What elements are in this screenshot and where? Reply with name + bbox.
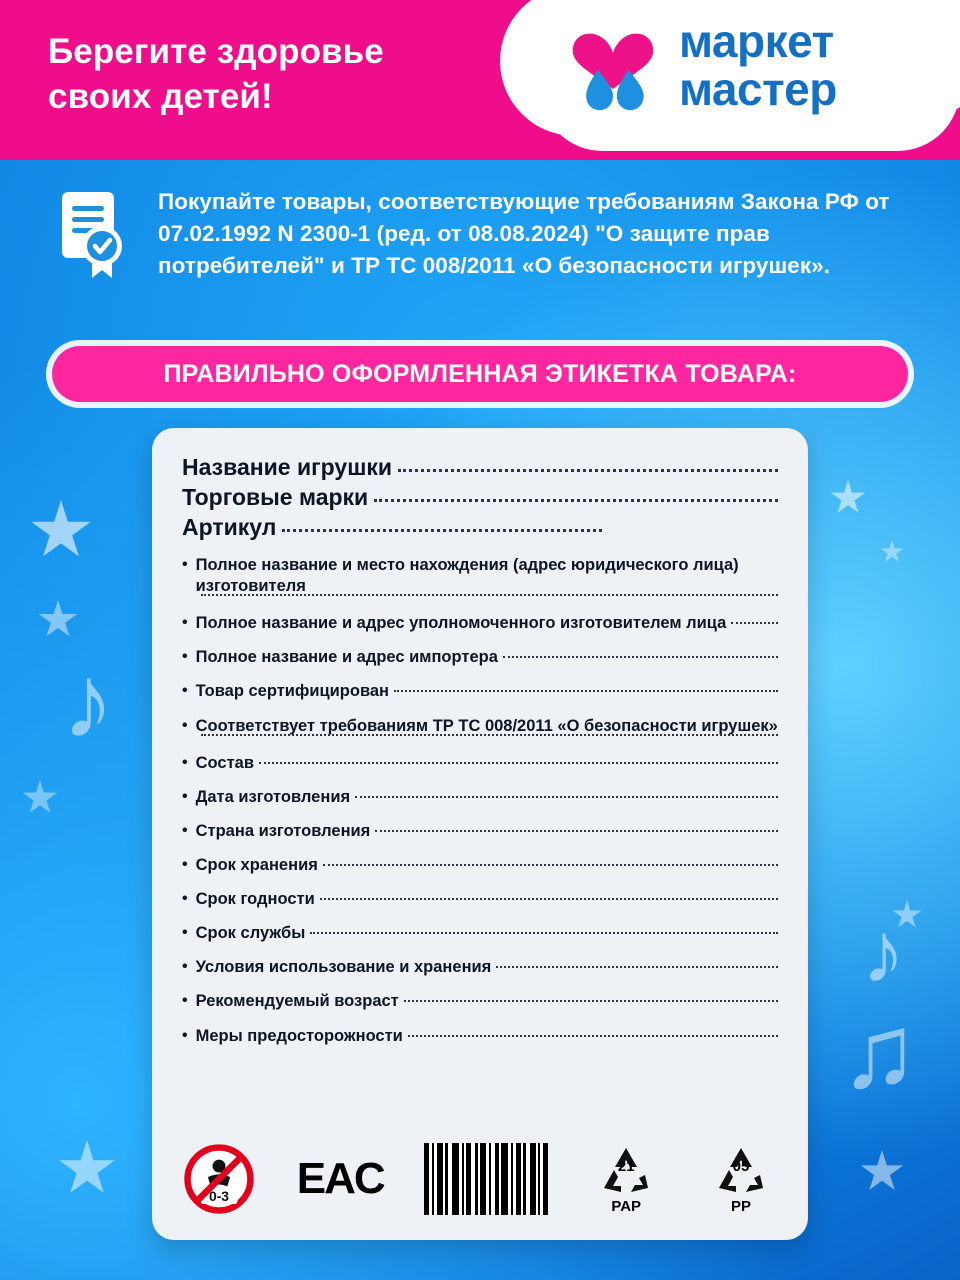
bullet-icon: • bbox=[182, 924, 188, 942]
brand-logo bbox=[565, 15, 837, 115]
certificate-document-icon bbox=[52, 186, 136, 287]
list-item-label: Соответствует требованиям ТР ТС 008/2011 «О безопасности игрушек» bbox=[195, 716, 778, 735]
dotted-leader bbox=[408, 1034, 778, 1037]
no-children-under-3-icon bbox=[182, 1142, 256, 1216]
dotted-leader bbox=[201, 733, 778, 736]
bullet-icon: • bbox=[182, 958, 188, 976]
list-item bbox=[182, 681, 778, 702]
dotted-leader bbox=[259, 761, 778, 764]
label-heading-text: Артикул bbox=[182, 514, 277, 540]
dotted-leader bbox=[355, 795, 778, 798]
decor-star bbox=[38, 600, 78, 640]
law-notice-text: Покупайте товары, соответствующие требованиям Закона РФ от 07.02.1992 N 2300-1 (ред. от 08.08.2024) "О защите прав потребителей" и ТР ТС 008/2011 «О безопасности игрушек». bbox=[158, 189, 890, 278]
decor-star bbox=[22, 780, 58, 816]
decor-star bbox=[830, 480, 866, 516]
dotted-leader bbox=[731, 621, 778, 624]
list-item bbox=[182, 923, 778, 944]
list-item-label: Страна изготовления bbox=[195, 821, 371, 840]
list-item bbox=[182, 613, 778, 634]
decor-star bbox=[860, 1150, 904, 1194]
decor-music-note: ♪ bbox=[62, 644, 114, 760]
dotted-leader bbox=[323, 863, 778, 866]
recycle-triangle-icon bbox=[710, 1144, 772, 1196]
page-title: Берегите здоровье своих детей! bbox=[48, 32, 384, 116]
barcode-icon bbox=[424, 1143, 548, 1215]
bullet-icon: • bbox=[182, 716, 188, 734]
list-item-label: Срок годности bbox=[195, 890, 315, 909]
dotted-leader bbox=[375, 829, 778, 832]
list-item bbox=[182, 1026, 778, 1047]
header-banner bbox=[0, 0, 520, 160]
dotted-leader bbox=[201, 593, 778, 596]
list-item-label: Срок службы bbox=[195, 924, 306, 943]
bullet-icon: • bbox=[182, 682, 188, 700]
law-notice bbox=[52, 186, 912, 287]
bullet-icon: • bbox=[182, 890, 188, 908]
list-item bbox=[182, 787, 778, 808]
list-item-label: Рекомендуемый возраст bbox=[195, 992, 399, 1011]
decor-music-note: ♪ bbox=[862, 905, 905, 1001]
dotted-leader bbox=[394, 689, 778, 692]
decor-music-note: ♫ bbox=[840, 994, 918, 1110]
dotted-leader bbox=[496, 965, 778, 968]
list-item bbox=[182, 991, 778, 1012]
recycle-mark bbox=[589, 1144, 663, 1215]
brand-name bbox=[679, 15, 837, 115]
list-item bbox=[182, 647, 778, 668]
dotted-leader bbox=[282, 528, 602, 532]
bullet-icon: • bbox=[182, 753, 188, 771]
bullet-icon: • bbox=[182, 992, 188, 1010]
heart-drops-logo-icon bbox=[565, 20, 661, 112]
eac-mark: EAC bbox=[296, 1154, 384, 1203]
label-heading-row bbox=[182, 514, 602, 541]
recycle-number: 05 bbox=[732, 1157, 750, 1175]
dotted-leader bbox=[503, 655, 778, 658]
brand-name-line1: маркет bbox=[679, 15, 834, 67]
recycle-material: PAP bbox=[611, 1197, 642, 1215]
decor-star bbox=[892, 900, 922, 930]
list-item-label: Товар сертифицирован bbox=[195, 682, 390, 701]
decor-star bbox=[30, 500, 92, 562]
label-heading-row bbox=[182, 454, 778, 481]
label-heading-row bbox=[182, 484, 778, 511]
label-heading-text: Торговые марки bbox=[182, 484, 369, 510]
recycle-triangle-icon bbox=[595, 1144, 657, 1196]
list-item bbox=[182, 889, 778, 910]
bullet-icon: • bbox=[182, 787, 188, 805]
bullet-icon: • bbox=[182, 648, 188, 666]
bullet-icon: • bbox=[182, 1026, 188, 1044]
decor-star bbox=[58, 1140, 116, 1198]
recycle-mark bbox=[704, 1144, 778, 1215]
bullet-icon: • bbox=[182, 614, 188, 632]
dotted-leader bbox=[374, 498, 778, 502]
list-item-label: Полное название и адрес уполномоченного изготовителем лица bbox=[195, 614, 727, 633]
list-item bbox=[182, 716, 778, 740]
age-restriction-text: 0-3 bbox=[208, 1188, 230, 1205]
recycle-number: 21 bbox=[617, 1157, 635, 1175]
bullet-icon: • bbox=[182, 855, 188, 873]
list-item bbox=[182, 555, 778, 600]
list-item-label: Состав bbox=[195, 753, 254, 772]
dotted-leader bbox=[310, 931, 778, 934]
list-item-label: Меры предосторожности bbox=[195, 1026, 403, 1045]
list-item bbox=[182, 855, 778, 876]
dotted-leader bbox=[398, 468, 778, 472]
list-item bbox=[182, 753, 778, 774]
list-item-label: Дата изготовления bbox=[195, 787, 351, 806]
dotted-leader bbox=[404, 999, 778, 1002]
bullet-icon: • bbox=[182, 556, 188, 573]
list-item-label: Полное название и адрес импортера bbox=[195, 648, 498, 667]
list-item-label: Срок хранения bbox=[195, 855, 318, 874]
brand-name-line2: мастер bbox=[679, 62, 837, 115]
list-item-label: Полное название и место нахождения (адрес юридического лица) изготовителя bbox=[195, 556, 739, 596]
list-item bbox=[182, 957, 778, 978]
list-item-label: Условия использование и хранения bbox=[195, 958, 492, 977]
decor-star bbox=[880, 540, 904, 564]
label-requirements-list bbox=[182, 555, 778, 1047]
recycle-material: PP bbox=[730, 1197, 751, 1215]
section-pill-label: ПРАВИЛЬНО ОФОРМЛЕННАЯ ЭТИКЕТКА ТОВАРА: bbox=[163, 359, 797, 388]
section-pill bbox=[52, 346, 908, 402]
label-card bbox=[152, 428, 808, 1240]
dotted-leader bbox=[320, 897, 778, 900]
list-item bbox=[182, 821, 778, 842]
bullet-icon: • bbox=[182, 821, 188, 839]
label-marks-row bbox=[182, 1136, 778, 1222]
label-heading-text: Название игрушки bbox=[182, 454, 393, 480]
